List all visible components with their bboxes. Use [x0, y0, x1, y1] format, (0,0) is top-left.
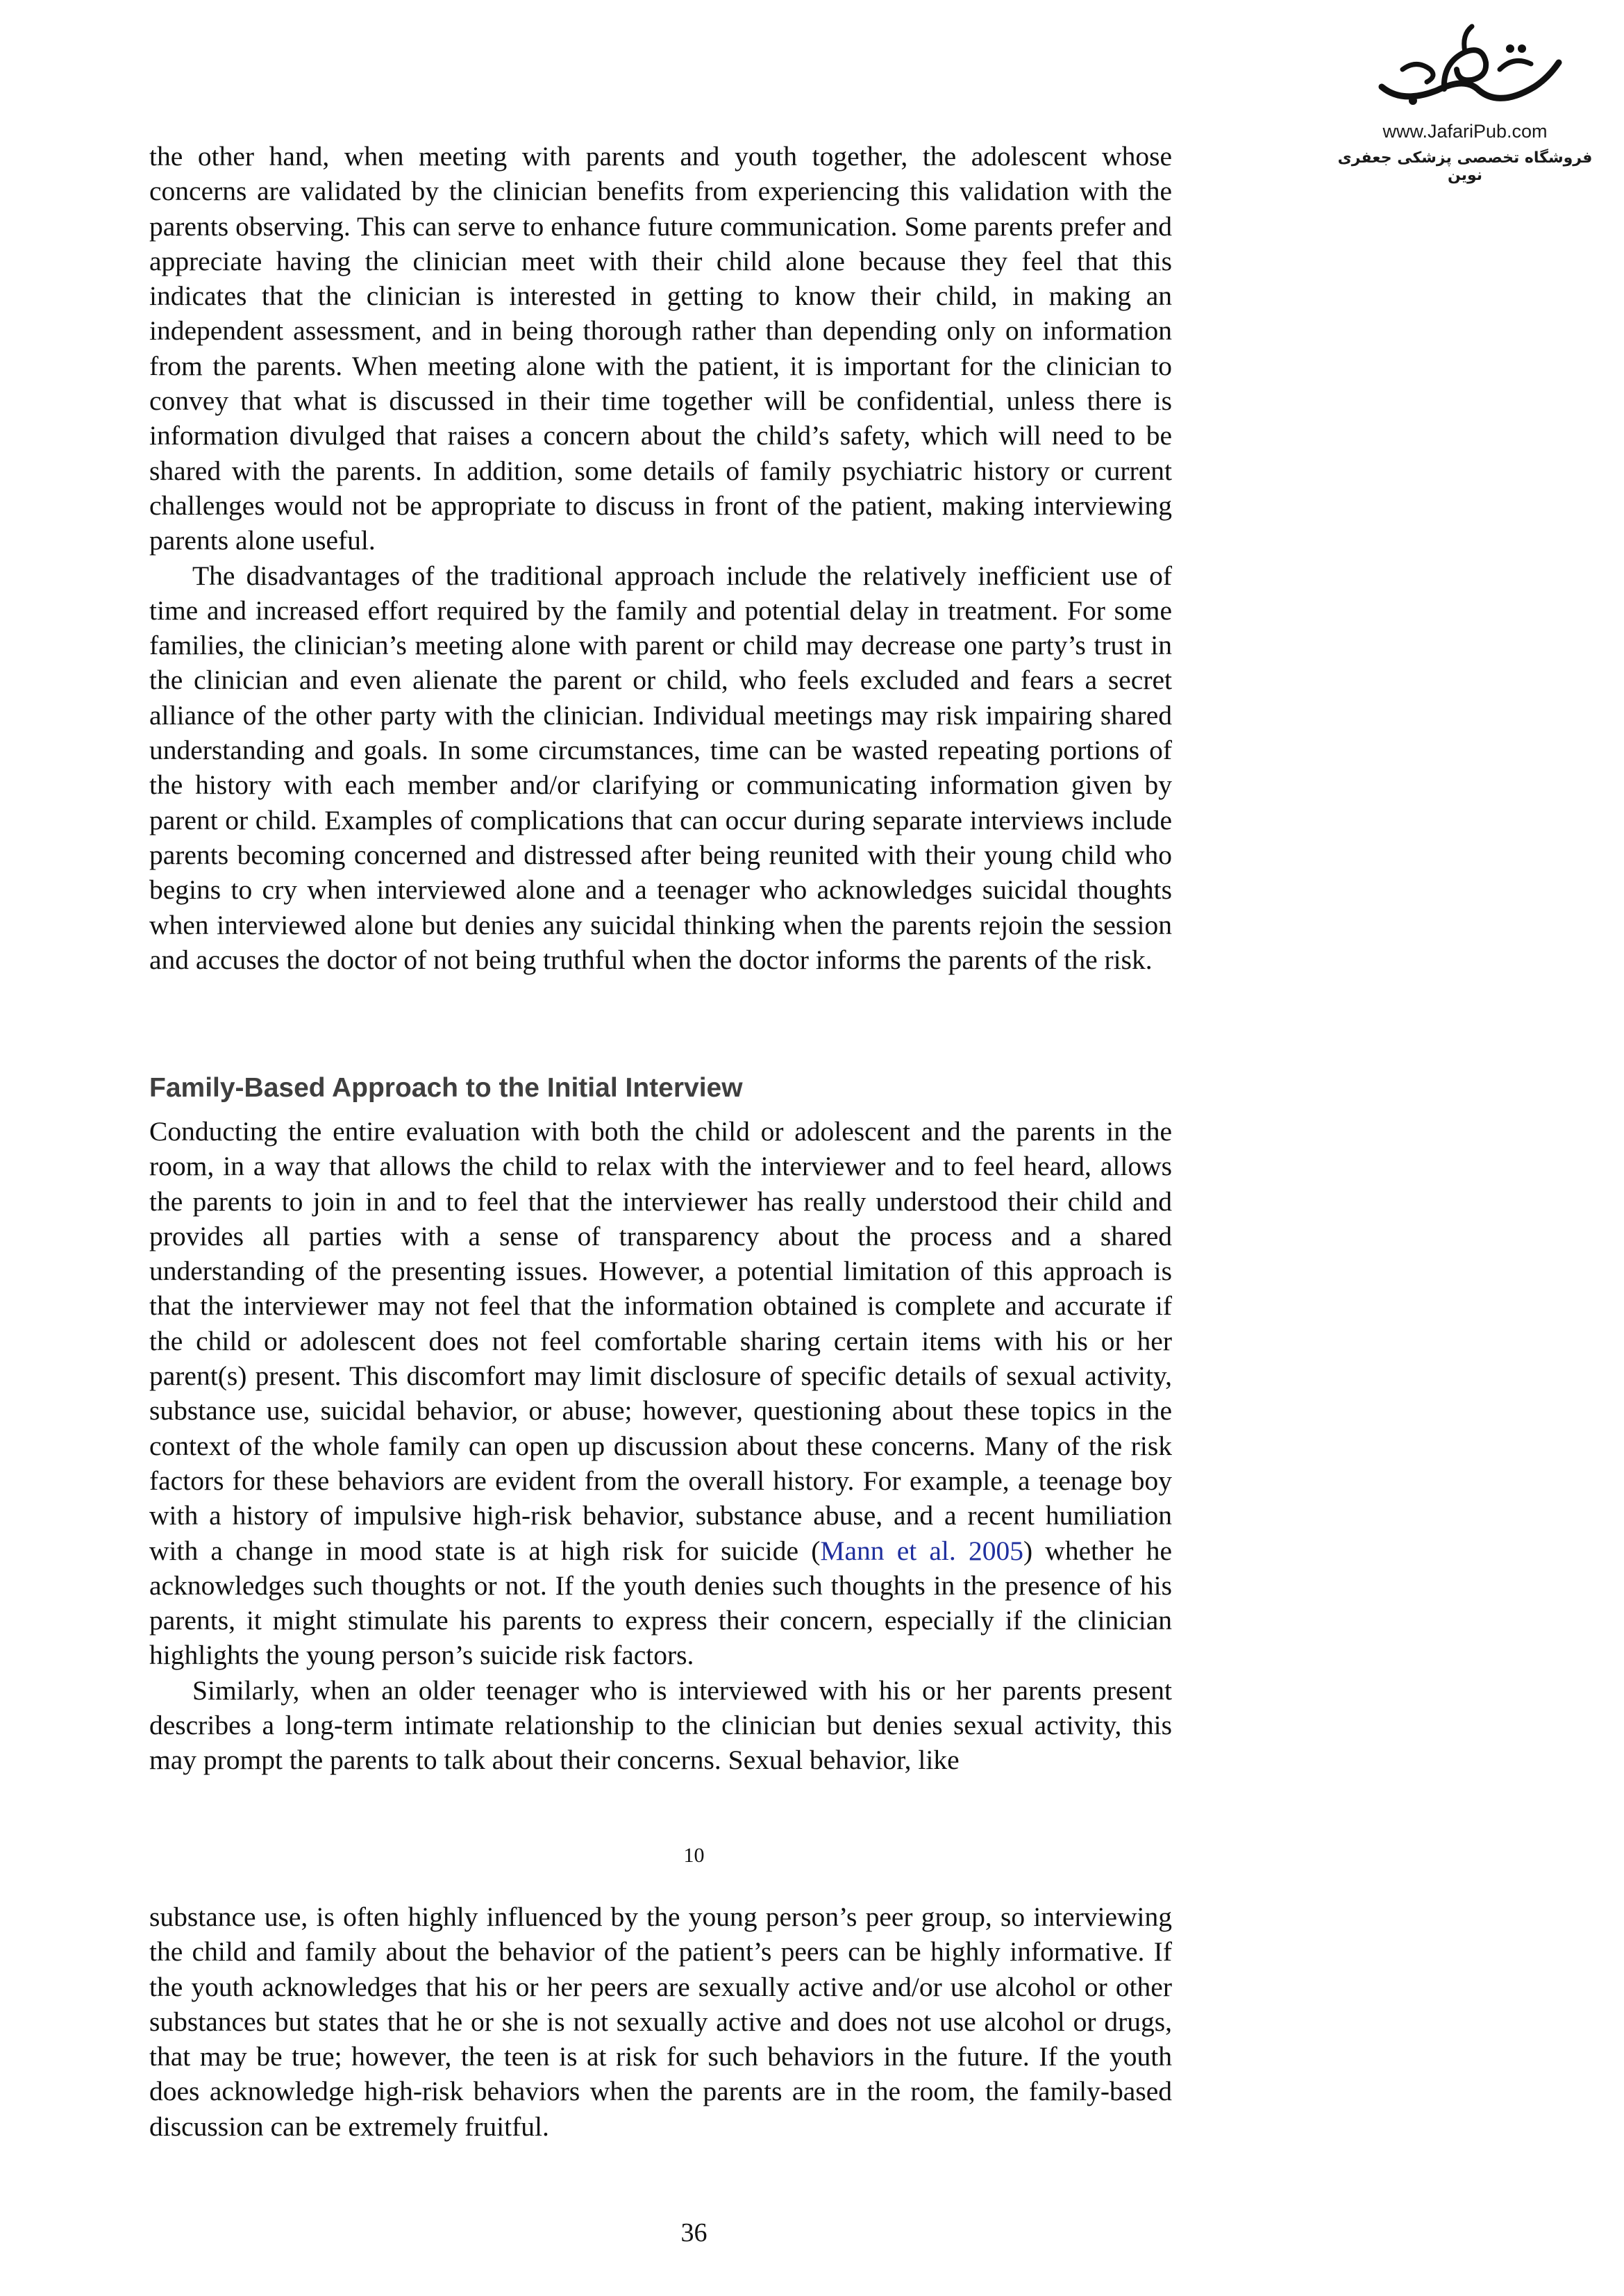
paragraph-3: [149, 1114, 1172, 1673]
paragraph-1: the other hand, when meeting with parents and youth together, the adolescent whose concerns are validated by the clinician benefits from experiencing this validation with the parents observing. This can serve to enhance future communication. Some parents prefer and appreciate having the clinician meet with their child alone because they feel that this indicates that the clinician is interested in getting to know their child, in making an independent assessment, and in being thorough rather than depending only on information from the parents. When meeting alone with the patient, it is important for the clinician to convey that what is discussed in their time together will be confidential, unless there is information divulged that raises a concern about the child’s safety, which will need to be shared with the parents. In addition, some details of family psychiatric history or current challenges would not be appropriate to discuss in front of the patient, making interviewing parents alone useful.: [149, 141, 1172, 556]
section-heading: Family-Based Approach to the Initial Interview: [149, 1073, 743, 1103]
paragraph-2: The disadvantages of the traditional approach include the relatively inefficient use of time and increased effort required by the family and potential delay in treatment. For some families, the clinician’s meeting alone with parent or child may decrease one party’s trust in the clinician and even alienate the parent or child, who feels excluded and fears a secret alliance of the other party with the clinician. Individual meetings may risk impairing shared understanding and goals. In some circumstances, time can be wasted repeating portions of the history with each member and/or clarifying or communicating information given by parent or child. Examples of complications that can occur during separate interviews include parents becoming concerned and distressed after being reunited with their young child who begins to cry when interviewed alone and a teenager who acknowledges suicidal thoughts when interviewed alone but denies any suicidal thinking when the parents rejoin the session and accuses the doctor of not being truthful when the doctor informs the parents of the risk.: [149, 560, 1172, 975]
publisher-logo: [1333, 21, 1597, 184]
citation-link[interactable]: Mann et al. 2005: [820, 1535, 1023, 1566]
paragraph-3-text-end: ) whether he acknowledges such thoughts or not. If the youth denies such thoughts in the presence of his parents, it might stimulate his parents to express their concern, especially if the clinician highlights the young person’s suicide risk factors.: [149, 1535, 1172, 1671]
paragraph-3-text: Conducting the entire evaluation with both the child or adolescent and the parents in the room, in a way that allows the child to relax with the interviewer and to feel heard, allows the parents to join in and to feel that the interviewer has really understood their child and provides all parties with a sense of transparency about the process and a shared understanding of the presenting issues. However, a potential limitation of this approach is that the interviewer may not feel that the information obtained is complete and accurate if the child or adolescent does not feel comfortable sharing certain items with his or her parent(s) present. This discomfort may limit disclosure of specific details of sexual activity, substance use, suicidal behavior, or abuse; however, questioning about these topics in the context of the whole family can open up discussion about these concerns. Many of the risk factors for these behaviors are evident from the overall history. For example, a teenage boy with a history of impulsive high-risk behavior, substance abuse, and a recent humiliation with a change in mood state is at high risk for suicide (: [149, 1116, 1172, 1566]
paragraph-4: Similarly, when an older teenager who is interviewed with his or her parents present describes a long-term intimate relationship to the clinician but denies sexual activity, this may prompt the parents to talk about their concerns. Sexual behavior, like: [149, 1674, 1172, 1776]
logo-url-text: www.JafariPub.com: [1382, 121, 1548, 142]
paragraph-5: substance use, is often highly influenced by the young person’s peer group, so interviewing the child and family about the behavior of the patient’s peers can be highly informative. If the youth acknowledges that his or her peers are sexually active and/or use alcohol or other substances but states that he or she is not sexually active and does not use alcohol or drugs, that may be true; however, the teen is at risk for such behaviors in the future. If the youth does acknowledge high-risk behaviors when the parents are in the room, the family-based discussion can be extremely fruitful.: [149, 1902, 1172, 2142]
section-heading-block: [149, 1073, 1172, 1104]
text-block-bottom: [149, 1899, 1172, 2144]
inner-page-number: 10: [683, 1844, 705, 1867]
logo-tagline: فروشگاه تخصصی پزشکی جعفری نوین: [1337, 149, 1593, 184]
calligraphy-logo-icon: [1361, 21, 1569, 118]
text-block-top: [149, 139, 1172, 977]
text-block-middle: [149, 1114, 1172, 1778]
page-number: 36: [680, 2218, 708, 2247]
